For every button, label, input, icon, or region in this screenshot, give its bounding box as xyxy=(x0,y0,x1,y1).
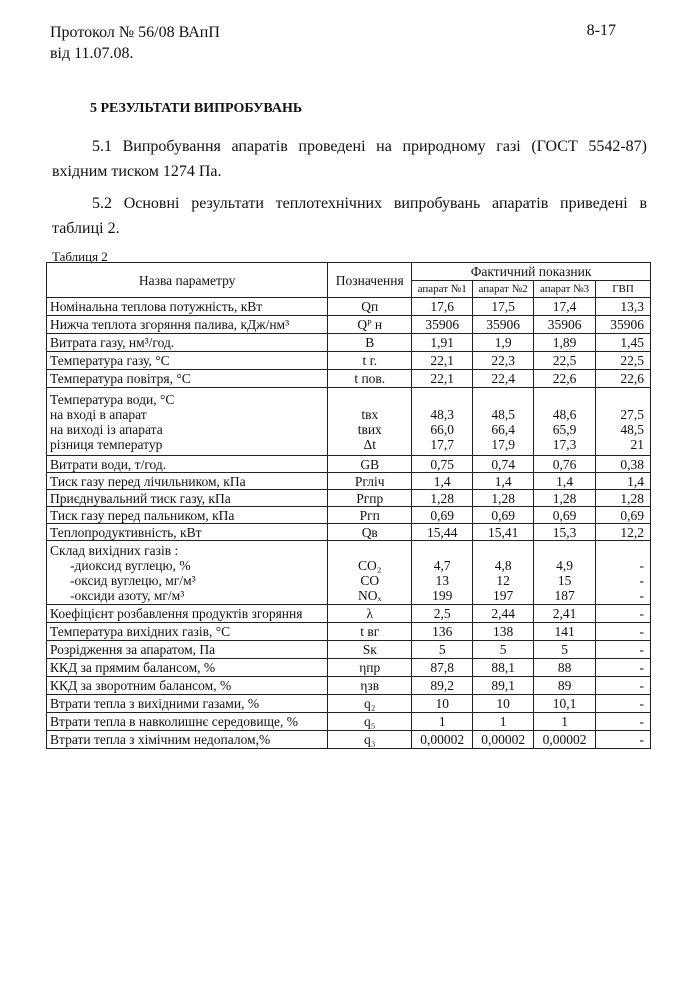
header-unit-3: апарат №3 xyxy=(534,281,596,298)
water-temp-title: Температура води, °С xyxy=(50,391,175,407)
paragraph-5-1: 5.1 Випробування апаратів проведені на природному газі (ГОСТ 5542-87) вхідним тиском 1274 Па. xyxy=(52,138,647,180)
header-unit-1: апарат №1 xyxy=(412,281,473,298)
protocol-number: Протокол № 56/08 ВАпП xyxy=(50,24,220,41)
table-row: Температура повітря, °С t пов. 22,1 22,4 22,6 22,6 xyxy=(47,370,651,388)
document-header xyxy=(50,22,220,64)
table-row-flue-gas: Склад вихідних газів : -диоксид вуглецю, % -оксид вуглецю, мг/м³ -оксиди азоту, мг/м³ CO₂ CO NOₓ 4,7 13 199 4,8 12 197 4,9 15 187 - - - xyxy=(47,541,651,605)
table-row: Витрати води, т/год. GB 0,75 0,74 0,76 0,38 xyxy=(47,456,651,473)
table-caption: Таблиця 2 xyxy=(52,249,108,264)
table-row: Приєднувальний тиск газу, кПа Pгпр 1,28 1,28 1,28 1,28 xyxy=(47,490,651,507)
header-symbol: Позначення xyxy=(328,263,412,298)
table-row: ККД за зворотним балансом, % ηзв 89,2 89,1 89 - xyxy=(47,677,651,695)
header-unit-2: апарат №2 xyxy=(473,281,534,298)
header-param: Назва параметру xyxy=(47,263,328,298)
table-row: Витрата газу, нм³/год. B 1,91 1,9 1,89 1,45 xyxy=(47,334,651,352)
header-actual: Фактичний показник xyxy=(412,263,651,281)
table-row: Нижча теплота згоряння палива, кДж/нм³ Qᴾ н 35906 35906 35906 35906 xyxy=(47,316,651,334)
table-row: Втрати тепла з вихідними газами, % q₂ 10 10 10,1 - xyxy=(47,695,651,713)
table-row: Розрідження за апаратом, Па Sк 5 5 5 - xyxy=(47,641,651,659)
paragraph-5-2: 5.2 Основні результати теплотехнічних випробувань апаратів приведені в таблиці 2. xyxy=(52,195,647,237)
table-row: Тиск газу перед пальником, кПа Pгп 0,69 0,69 0,69 0,69 xyxy=(47,507,651,524)
protocol-date: від 11.07.08. xyxy=(50,45,134,62)
table-row: Номінальна теплова потужність, кВт Qп 17,6 17,5 17,4 13,3 xyxy=(47,298,651,316)
table-row: ККД за прямим балансом, % ηпр 87,8 88,1 88 - xyxy=(47,659,651,677)
table-row: Втрати тепла в навколишнє середовище, % q₅ 1 1 1 - xyxy=(47,713,651,731)
section-title: 5 РЕЗУЛЬТАТИ ВИПРОБУВАНЬ xyxy=(90,101,303,116)
table-row: Втрати тепла з хімічним недопалом,% q₃ 0,00002 0,00002 0,00002 - xyxy=(47,731,651,749)
page-number: 8-17 xyxy=(586,22,616,39)
table-row: Теплопродуктивність, кВт Qв 15,44 15,41 15,3 12,2 xyxy=(47,524,651,541)
flue-gas-title: Склад вихідних газів : xyxy=(50,542,179,558)
results-table xyxy=(46,262,651,749)
header-unit-gvp: ГВП xyxy=(596,281,651,298)
table-row: Коефіцієнт розбавлення продуктів згоряння λ 2,5 2,44 2,41 - xyxy=(47,605,651,623)
table-row-water-temperature: Температура води, °С на вході в апарат на виході із апарата різниця температур tвх tвих Δt 48,3 66,0 17,7 48,5 66,4 17,9 48,6 65,9 17,3 27,5 48,5 21 xyxy=(47,388,651,456)
table-row: Тиск газу перед лічильником, кПа Pгліч 1,4 1,4 1,4 1,4 xyxy=(47,473,651,490)
table-row: Температура вихідних газів, °С t вг 136 138 141 - xyxy=(47,623,651,641)
table-row: Температура газу, °С t г. 22,1 22,3 22,5 22,5 xyxy=(47,352,651,370)
